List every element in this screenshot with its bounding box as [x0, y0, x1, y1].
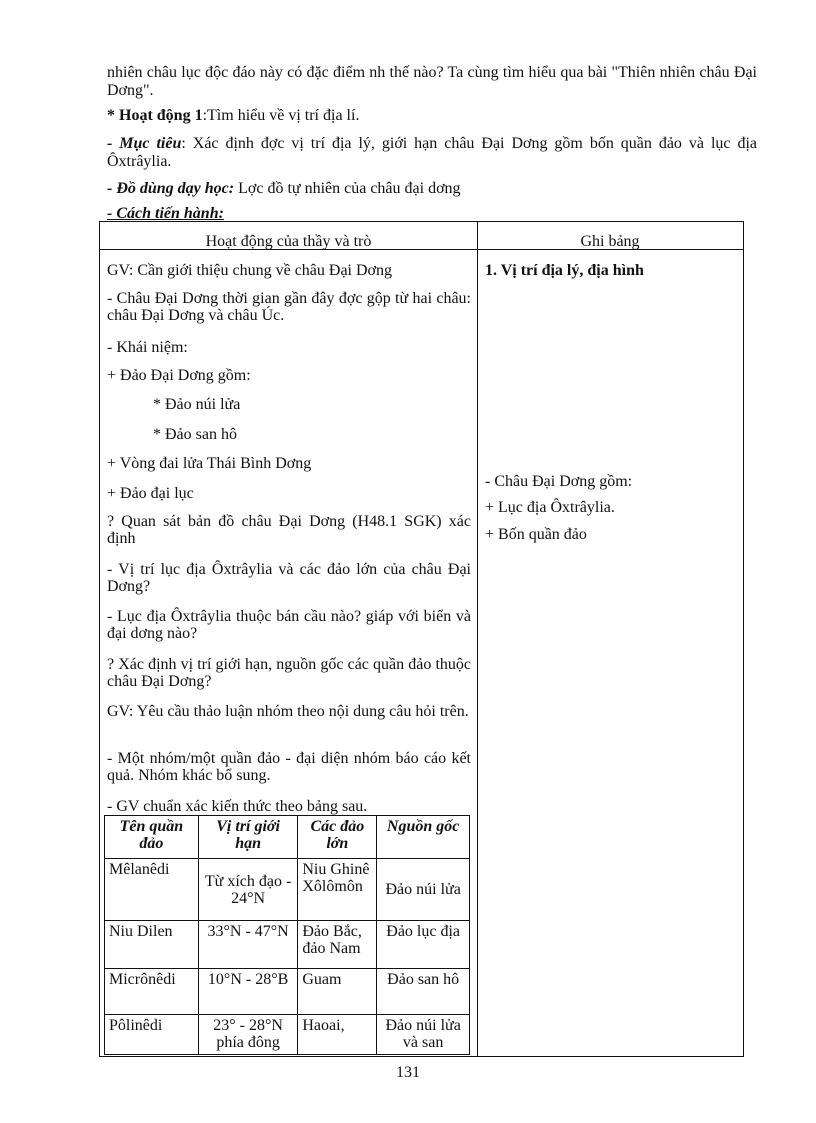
- header-teacher-student: Hoạt động của thầy và trò: [205, 233, 372, 250]
- left-line-2: - Châu Đại Dơng thời gian gần đây đợc gộp từ hai châu: châu Đại Dơng và châu Úc.: [107, 290, 471, 324]
- left-line-14: - Một nhóm/một quần đảo - đại diện nhóm báo cáo kết quả. Nhóm khác bổ sung.: [107, 750, 471, 784]
- left-line-10: - Vị trí lục địa Ôxtrâylia và các đảo lớn của châu Đại Dơng?: [107, 561, 471, 595]
- cell-islands: Haoai,: [298, 1015, 377, 1055]
- left-line-5: * Đảo núi lửa: [153, 396, 241, 413]
- cell-position: 23° - 28°N phía đông: [198, 1015, 298, 1055]
- cell-origin: Đảo núi lửa: [377, 859, 470, 921]
- header-board-notes: Ghi bảng: [580, 233, 640, 250]
- objective-line: [107, 135, 757, 171]
- cell-origin: Đảo san hô: [377, 969, 470, 1015]
- cell-origin: Đảo núi lửa và san: [377, 1015, 470, 1055]
- col-header-name: Tên quần đảo: [105, 816, 199, 859]
- cell-name: Mêlanêdi: [105, 859, 199, 921]
- right-line-3: + Bốn quần đảo: [485, 526, 587, 543]
- left-line-1: GV: Cần giới thiệu chung về châu Đại Dơng: [107, 262, 393, 279]
- right-line-2: + Lục địa Ôxtrâylia.: [485, 499, 615, 516]
- activity-line: [107, 107, 757, 125]
- table-row: [105, 1015, 470, 1055]
- page-number: 131: [396, 1064, 420, 1081]
- cell-position: 33°N - 47°N: [198, 921, 298, 969]
- objective-text: : Xác định đợc vị trí địa lý, giới hạn châu Đại Dơng gồm bốn quần đảo và lục địa Ôxtrâylia.: [107, 135, 757, 170]
- right-section-title: 1. Vị trí địa lý, địa hình: [485, 262, 644, 279]
- method-label: - Cách tiến hành:: [107, 205, 224, 222]
- objective-label: - Mục tiêu: [107, 135, 182, 152]
- cell-name: Pôlinêdi: [105, 1015, 199, 1055]
- activity-text: :Tìm hiểu về vị trí địa lí.: [202, 107, 360, 124]
- left-line-8: + Đảo đại lục: [107, 485, 194, 502]
- table-row: [105, 921, 470, 969]
- left-line-7: + Vòng đai lửa Thái Bình Dơng: [107, 455, 312, 472]
- col-header-islands: Các đảo lớn: [298, 816, 377, 859]
- left-line-9: ? Quan sát bản đồ châu Đại Dơng (H48.1 SGK) xác định: [107, 513, 471, 547]
- table-row: [105, 969, 470, 1015]
- cell-position: Từ xích đạo - 24°N: [198, 859, 298, 921]
- left-line-13: GV: Yêu cầu thảo luận nhóm theo nội dung câu hỏi trên.: [107, 703, 469, 720]
- col-header-origin: Nguồn gốc: [377, 816, 470, 859]
- col-header-position: Vị trí giới hạn: [198, 816, 298, 859]
- left-line-3: - Khái niệm:: [107, 339, 188, 356]
- activity-label: * Hoạt động 1: [107, 107, 203, 124]
- cell-name: Niu Dilen: [105, 921, 199, 969]
- left-line-12: ? Xác định vị trí giới hạn, nguồn gốc các quần đảo thuộc châu Đại Dơng?: [107, 656, 471, 690]
- left-line-6: * Đảo san hô: [153, 426, 237, 443]
- cell-origin: Đảo lục địa: [377, 921, 470, 969]
- left-line-4: + Đảo Đại Dơng gồm:: [107, 367, 251, 384]
- tools-line: [107, 180, 757, 198]
- left-line-15: - GV chuẩn xác kiến thức theo bảng sau.: [107, 798, 368, 815]
- tools-label: - Đồ dùng dạy học:: [107, 180, 235, 197]
- cell-position: 10°N - 28°B: [198, 969, 298, 1015]
- intro-paragraph: nhiên châu lục độc đáo này có đặc điểm nh thế nào? Ta cùng tìm hiểu qua bài "Thiên nhiên châu Đại Dơng".: [107, 64, 757, 99]
- cell-name: Micrônêdi: [105, 969, 199, 1015]
- table-row: [105, 859, 470, 921]
- left-line-11: - Lục địa Ôxtrâylia thuộc bán cầu nào? giáp với biển và đại dơng nào?: [107, 608, 471, 642]
- archipelago-table: [104, 815, 470, 1055]
- cell-islands: Đảo Bắc, đảo Nam: [298, 921, 377, 969]
- right-line-1: - Châu Đại Dơng gồm:: [485, 473, 633, 490]
- tools-text: Lợc đồ tự nhiên của châu đại dơng: [234, 180, 461, 197]
- cell-islands: Guam: [298, 969, 377, 1015]
- column-divider: [477, 221, 478, 1056]
- cell-islands: Niu Ghinê Xôlômôn: [298, 859, 377, 921]
- archipelago-header-row: [105, 816, 470, 859]
